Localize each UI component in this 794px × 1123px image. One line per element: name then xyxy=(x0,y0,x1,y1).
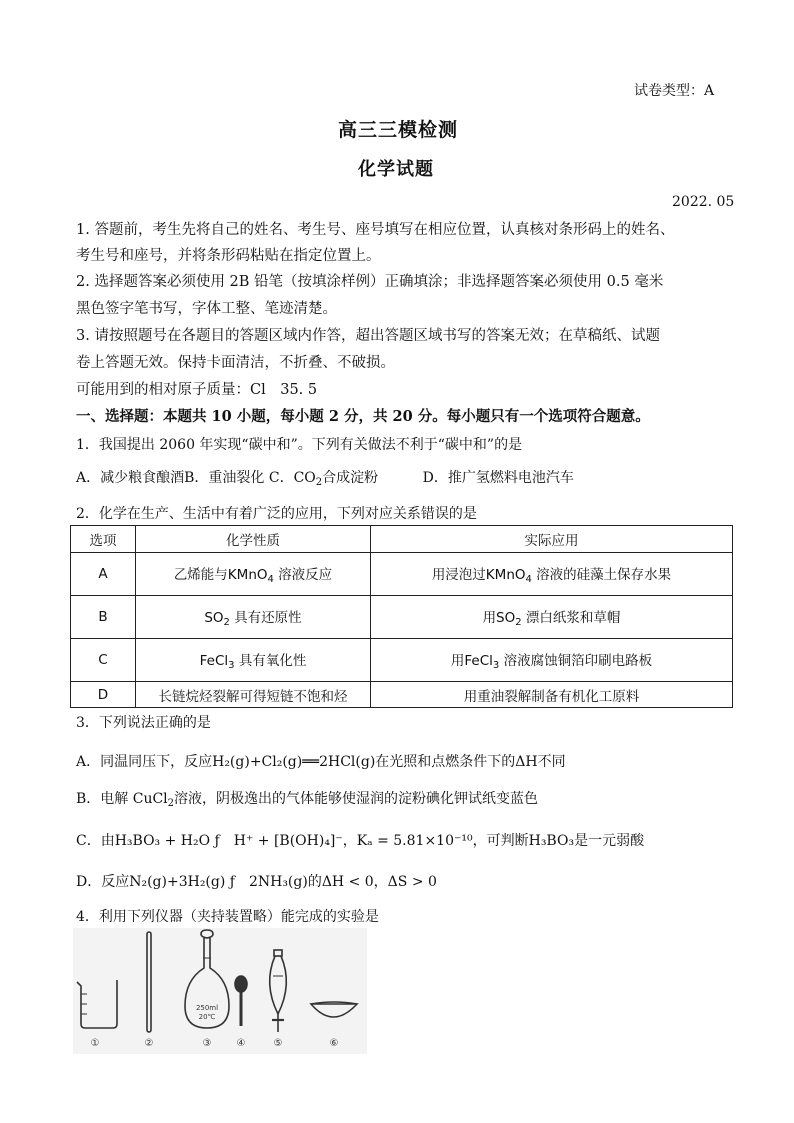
q3-option-c: C．由H₃BO₃ + H₂O ƒ H⁺ + [B(OH)₄]⁻，Kₐ = 5.81×10⁻¹⁰，可判断H₃BO₃是一元弱酸 xyxy=(76,833,645,849)
table-cell: D xyxy=(71,682,136,708)
table-cell: 长链烷烃裂解可得短链不饱和烃 xyxy=(136,682,371,708)
instrument-label: ⑥ xyxy=(329,1038,339,1049)
section-heading: 一、选择题：本题共 10 小题，每小题 2 分，共 20 分。每小题只有一个选项符合题意。 xyxy=(76,408,650,425)
instruction-line: 卷上答题无效。保持卡面清洁，不折叠、不破损。 xyxy=(76,355,395,371)
table-row xyxy=(71,639,733,682)
separatory-funnel-icon xyxy=(270,950,287,1032)
table-cell: 用FeCl$_3$ 溶液腐蚀铜箔印刷电路板 xyxy=(371,639,733,682)
table-header: 实际应用 xyxy=(371,526,733,553)
beaker-icon xyxy=(77,980,117,1028)
instruction-line: 黑色签字笔书写，字体工整、笔迹清楚。 xyxy=(76,301,337,317)
question-3-stem: 3．下列说法正确的是 xyxy=(76,715,211,731)
instrument-label: ② xyxy=(144,1038,154,1049)
flask-temp-text: 20℃ xyxy=(198,1013,216,1021)
table-row xyxy=(71,682,733,708)
question-4-stem: 4．利用下列仪器（夹持装置略）能完成的实验是 xyxy=(76,909,379,925)
q3-option-b: B．电解 CuCl$_2$溶液，阴极逸出的气体能够使湿润的淀粉碘化钾试纸变蓝色 xyxy=(76,791,539,809)
evaporating-dish-icon xyxy=(311,1002,357,1017)
table-cell: A xyxy=(71,553,136,596)
table-cell: B xyxy=(71,596,136,639)
dropper-icon xyxy=(235,976,247,1026)
table-cell: 用重油裂解制备有机化工原料 xyxy=(371,682,733,708)
glass-rod-icon xyxy=(147,932,151,1032)
instruction-line: 考生号和座号，并将条形码粘贴在指定位置上。 xyxy=(76,248,381,264)
question-2-stem: 2．化学在生产、生活中有着广泛的应用，下列对应关系错误的是 xyxy=(76,506,477,522)
q1-option-b: B．重油裂化 xyxy=(184,470,265,486)
instruction-line: 1. 答题前，考生先将自己的姓名、考生号、座号填写在相应位置，认真核对条形码上的姓名、 xyxy=(76,222,675,238)
table-row xyxy=(71,596,733,639)
lab-instruments-illustration xyxy=(73,928,367,1054)
flask-volume-text: 250ml xyxy=(195,1004,219,1012)
table-row xyxy=(71,553,733,596)
table-cell: $SO_2$ 具有还原性 xyxy=(136,596,371,639)
q1-option-a: A．减少粮食酿酒 xyxy=(76,470,185,486)
instruction-line: 2. 选择题答案必须使用 2B 铅笔（按填涂样例）正确填涂；非选择题答案必须使用 0.5 毫米 xyxy=(76,274,664,290)
subject-title: 化学试题 xyxy=(358,159,434,180)
q1-option-c: C．$CO_2$合成淀粉 xyxy=(268,470,379,488)
table-header: 选项 xyxy=(71,526,136,553)
question-1-options xyxy=(76,467,574,488)
instruction-line: 3. 请按照题号在各题目的答题区域内作答，超出答题区域书写的答案无效；在草稿纸、试题 xyxy=(76,328,660,344)
table-cell: 用浸泡过KMnO$_4$ 溶液的硅藻土保存水果 xyxy=(371,553,733,596)
table-cell: 乙烯能与KMnO$_4$ 溶液反应 xyxy=(136,553,371,596)
q2-table xyxy=(70,525,733,708)
exam-date: 2022. 05 xyxy=(672,194,735,210)
table-header: 化学性质 xyxy=(136,526,371,553)
q3-option-a: A．同温同压下，反应H₂(g)+Cl₂(g)══2HCl(g)在光照和点燃条件下的ΔH不同 xyxy=(76,754,566,770)
table-cell: C xyxy=(71,639,136,682)
instrument-label: ④ xyxy=(236,1038,246,1049)
instrument-label: ③ xyxy=(202,1038,212,1049)
q1-option-d: D．推广氢燃料电池汽车 xyxy=(422,470,574,486)
paper-type-label: 试卷类型：A xyxy=(634,83,715,99)
table-cell: FeCl$_3$ 具有氧化性 xyxy=(136,639,371,682)
apparatus-figure xyxy=(73,928,367,1054)
instrument-label: ① xyxy=(90,1038,100,1049)
instrument-label: ⑤ xyxy=(273,1038,283,1049)
table-cell: 用$SO_2$ 漂白纸浆和草帽 xyxy=(371,596,733,639)
atomic-mass-note: 可能用到的相对原子质量：Cl 35. 5 xyxy=(76,382,318,398)
question-1-stem: 1．我国提出 2060 年实现“碳中和”。下列有关做法不利于“碳中和”的是 xyxy=(76,437,523,453)
q3-option-d: D．反应N₂(g)+3H₂(g) ƒ 2NH₃(g)的ΔH < 0，ΔS > 0 xyxy=(76,874,437,890)
exam-title: 高三三模检测 xyxy=(338,119,459,141)
